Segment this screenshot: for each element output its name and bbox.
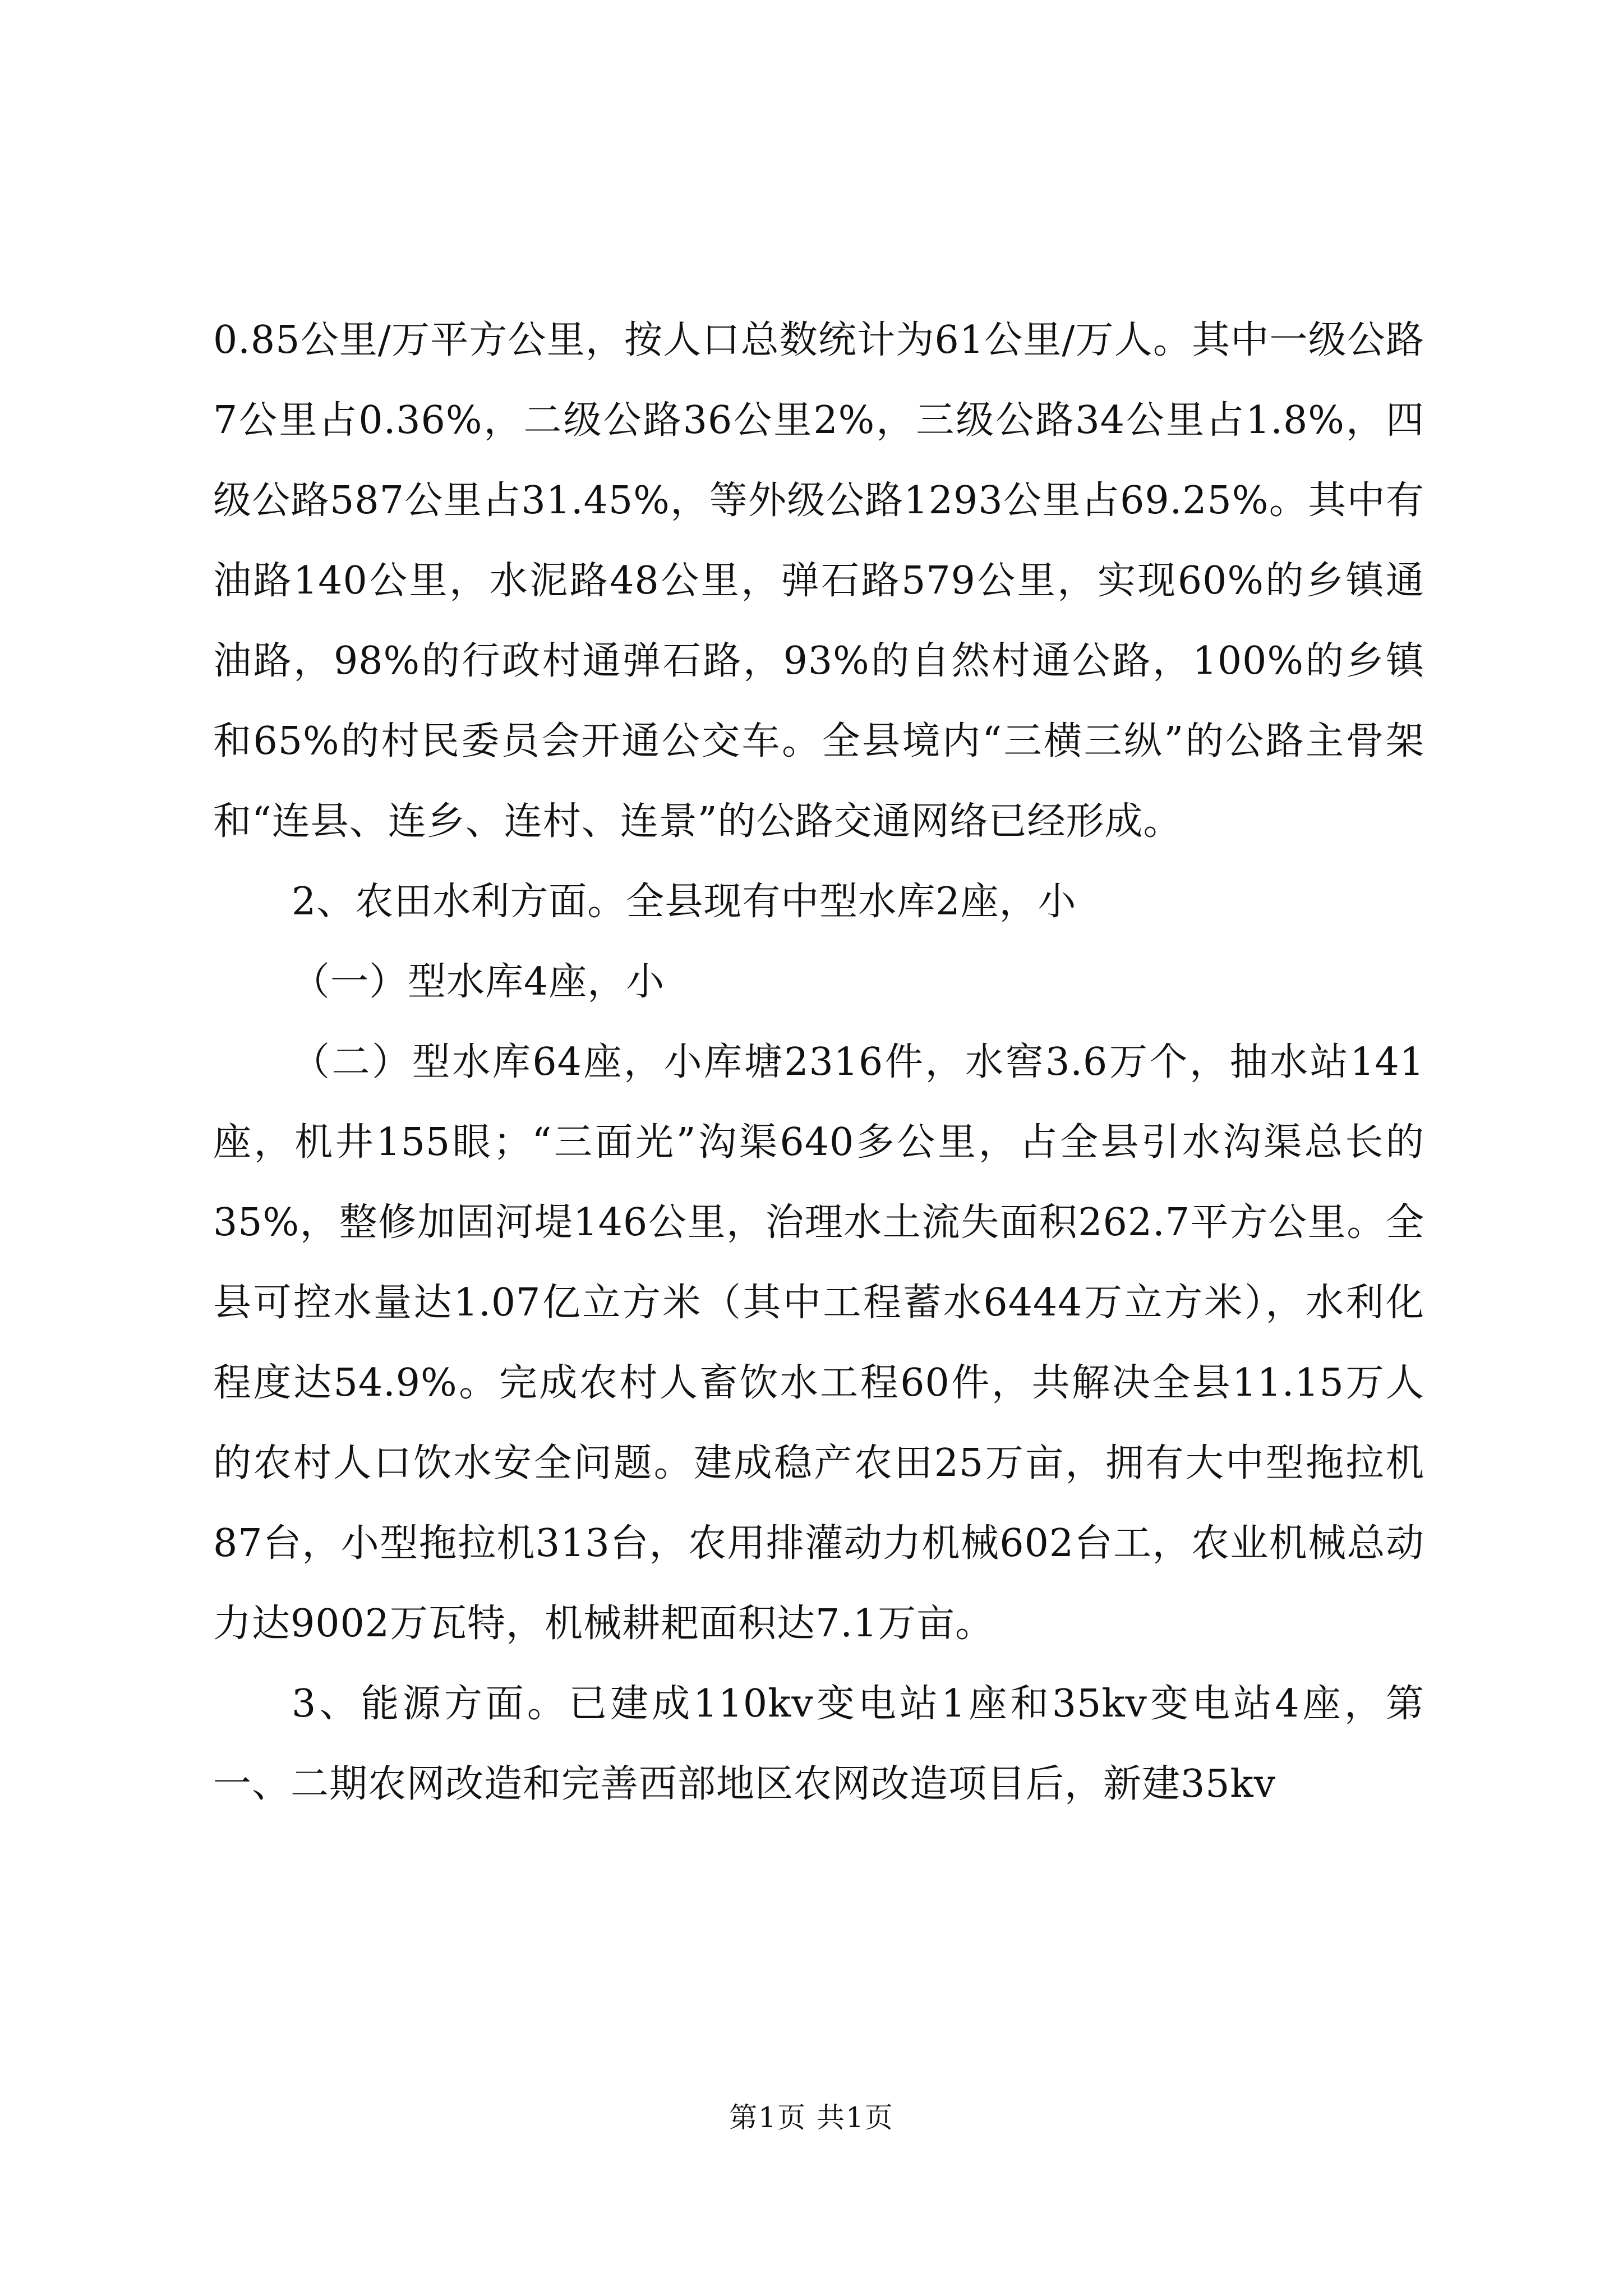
page-footer: 第1页 共1页 xyxy=(729,2101,894,2134)
paragraph-4: （二）型水库64座，小库塘2316件，水窖3.6万个，抽水站141座，机井155眼；“三面光”沟渠640多公里，占全县引水沟渠总长的35%，整修加固河堤146公里，治理水土流失面积262.7平方公里。全县可控水量达1.07亿立方米（其中工程蓄水6444万立方米），水利化程度达54.9%。完成农村人畜饮水工程60件，共解决全县11.15万人的农村人口饮水安全问题。建成稳产农田25万亩，拥有大中型拖拉机87台，小型拖拉机313台，农用排灌动力机械602台工，农业机械总动力达9002万瓦特，机械耕耙面积达7.1万亩。 xyxy=(213,1040,1424,1646)
paragraph-5: 3、能源方面。已建成110kv变电站1座和35kv变电站4座，第一、二期农网改造和完善西部地区农网改造项目后，新建35kv xyxy=(213,1682,1424,1806)
paragraph-2: 2、农田水利方面。全县现有中型水库2座，小 xyxy=(292,880,1077,924)
paragraph-3: （一）型水库4座，小 xyxy=(292,960,665,1004)
body-text xyxy=(213,300,1424,1824)
paragraph-1: 0.85公里/万平方公里，按人口总数统计为61公里/万人。其中一级公路7公里占0.36%，二级公路36公里2%，三级公路34公里占1.8%，四级公路587公里占31.45%，等外级公路1293公里占69.25%。其中有油路140公里，水泥路48公里，弹石路579公里，实现60%的乡镇通油路，98%的行政村通弹石路，93%的自然村通公路，100%的乡镇和65%的村民委员会开通公交车。全县境内“三横三纵”的公路主骨架和“连县、连乡、连村、连景”的公路交通网络已经形成。 xyxy=(213,318,1424,844)
